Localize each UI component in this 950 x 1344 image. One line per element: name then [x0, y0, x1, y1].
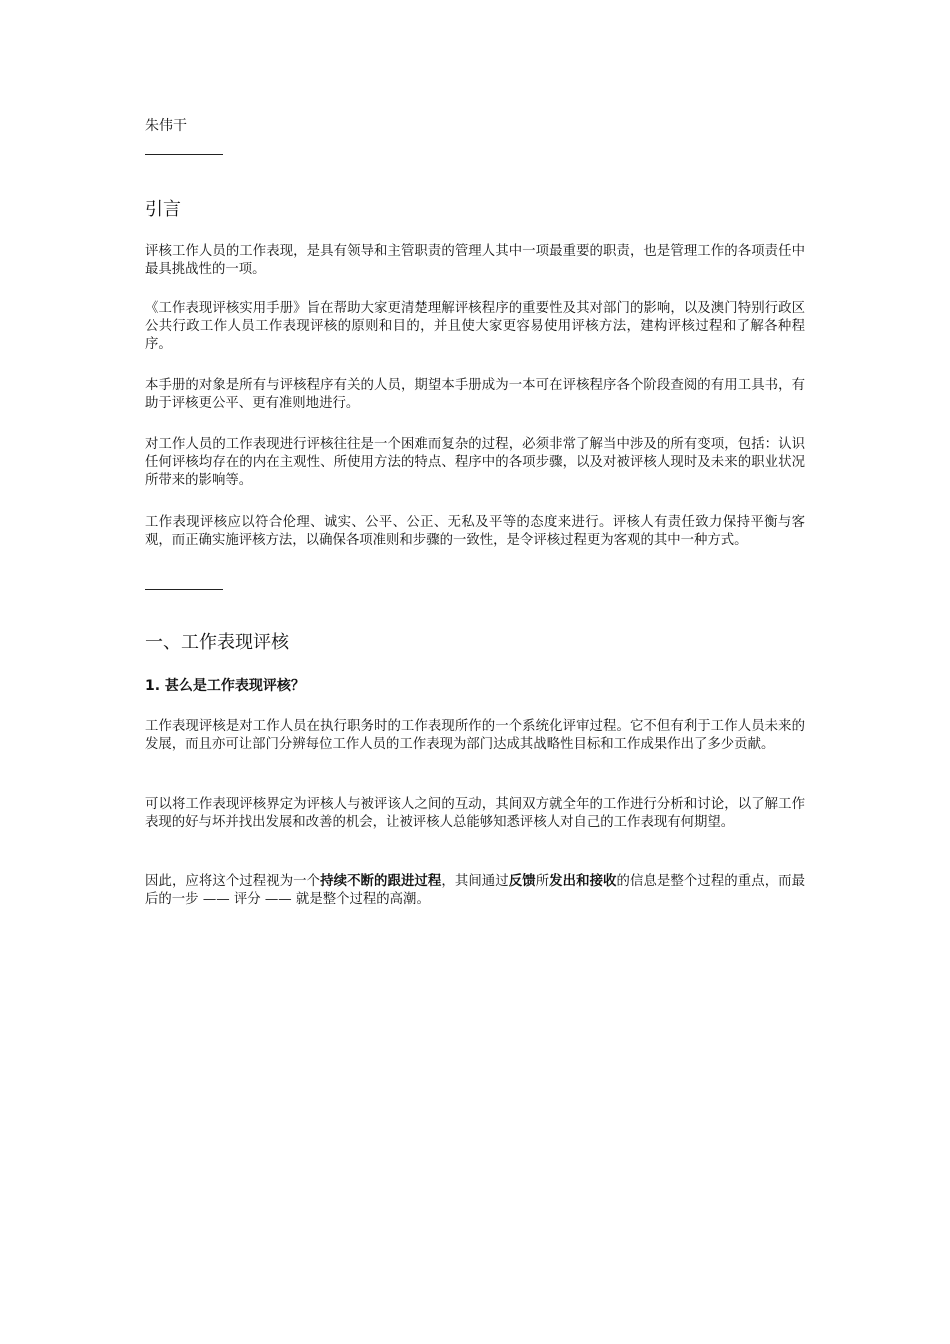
text-run: 的信息是整个过程的重点，而最后的一步 —— 评分 —— 就是整个过程的高潮。	[145, 874, 806, 907]
author-name: 朱伟干	[145, 118, 187, 134]
section-paragraph-3	[145, 873, 805, 909]
section-paragraph-2: 可以将工作表现评核界定为评核人与被评该人之间的互动，其间双方就全年的工作进行分析和讨论，以了解工作表现的好与坏并找出发展和改善的机会，让被评核人总能够知悉评核人对自己的工作表现有何期望。	[145, 797, 805, 830]
intro-paragraph-2: 《工作表现评核实用手册》旨在帮助大家更清楚理解评核程序的重要性及其对部门的影响，以及澳门特别行政区公共行政工作人员工作表现评核的原则和目的，并且使大家更容易使用评核方法，建构评核过程和了解各种程序。	[145, 301, 805, 352]
intro-heading: 引言	[145, 199, 181, 220]
text-run: 所	[535, 874, 550, 889]
separator-line	[145, 154, 223, 155]
intro-paragraph-5: 工作表现评核应以符合伦理、诚实、公平、公正、无私及平等的态度来进行。评核人有责任致力保持平衡与客观，而正确实施评核方法，以确保各项准则和步骤的一致性，是令评核过程更为客观的其中一种方式。	[145, 515, 805, 548]
subsection-heading: 1. 甚么是工作表现评核？	[145, 678, 305, 694]
section-paragraph-1: 工作表现评核是对工作人员在执行职务时的工作表现所作的一个系统化评审过程。它不但有利于工作人员未来的发展，而且亦可让部门分辨每位工作人员的工作表现为部门达成其战略性目标和工作成果作出了多少贡献。	[145, 719, 805, 752]
bold-phrase: 反馈	[508, 874, 536, 889]
intro-paragraph-1: 评核工作人员的工作表现，是具有领导和主管职责的管理人其中一项最重要的职责，也是管理工作的各项责任中最具挑战性的一项。	[145, 244, 805, 277]
text-run: 因此，应将这个过程视为一个	[145, 874, 321, 889]
intro-paragraph-4: 对工作人员的工作表现进行评核往往是一个困难而复杂的过程，必须非常了解当中涉及的所有变项，包括：认识任何评核均存在的内在主观性、所使用方法的特点、程序中的各项步骤，以及对被评核人现时及未来的职业状况所带来的影响等。	[145, 437, 805, 488]
bold-phrase: 发出和接收	[549, 874, 617, 889]
text-run: ，其间通过	[441, 874, 509, 889]
intro-paragraph-3: 本手册的对象是所有与评核程序有关的人员，期望本手册成为一本可在评核程序各个阶段查阅的有用工具书，有助于评核更公平、更有准则地进行。	[145, 378, 805, 411]
separator-line	[145, 589, 223, 590]
section-heading: 一、工作表现评核	[145, 632, 289, 653]
bold-phrase: 持续不断的跟进过程	[320, 874, 442, 889]
